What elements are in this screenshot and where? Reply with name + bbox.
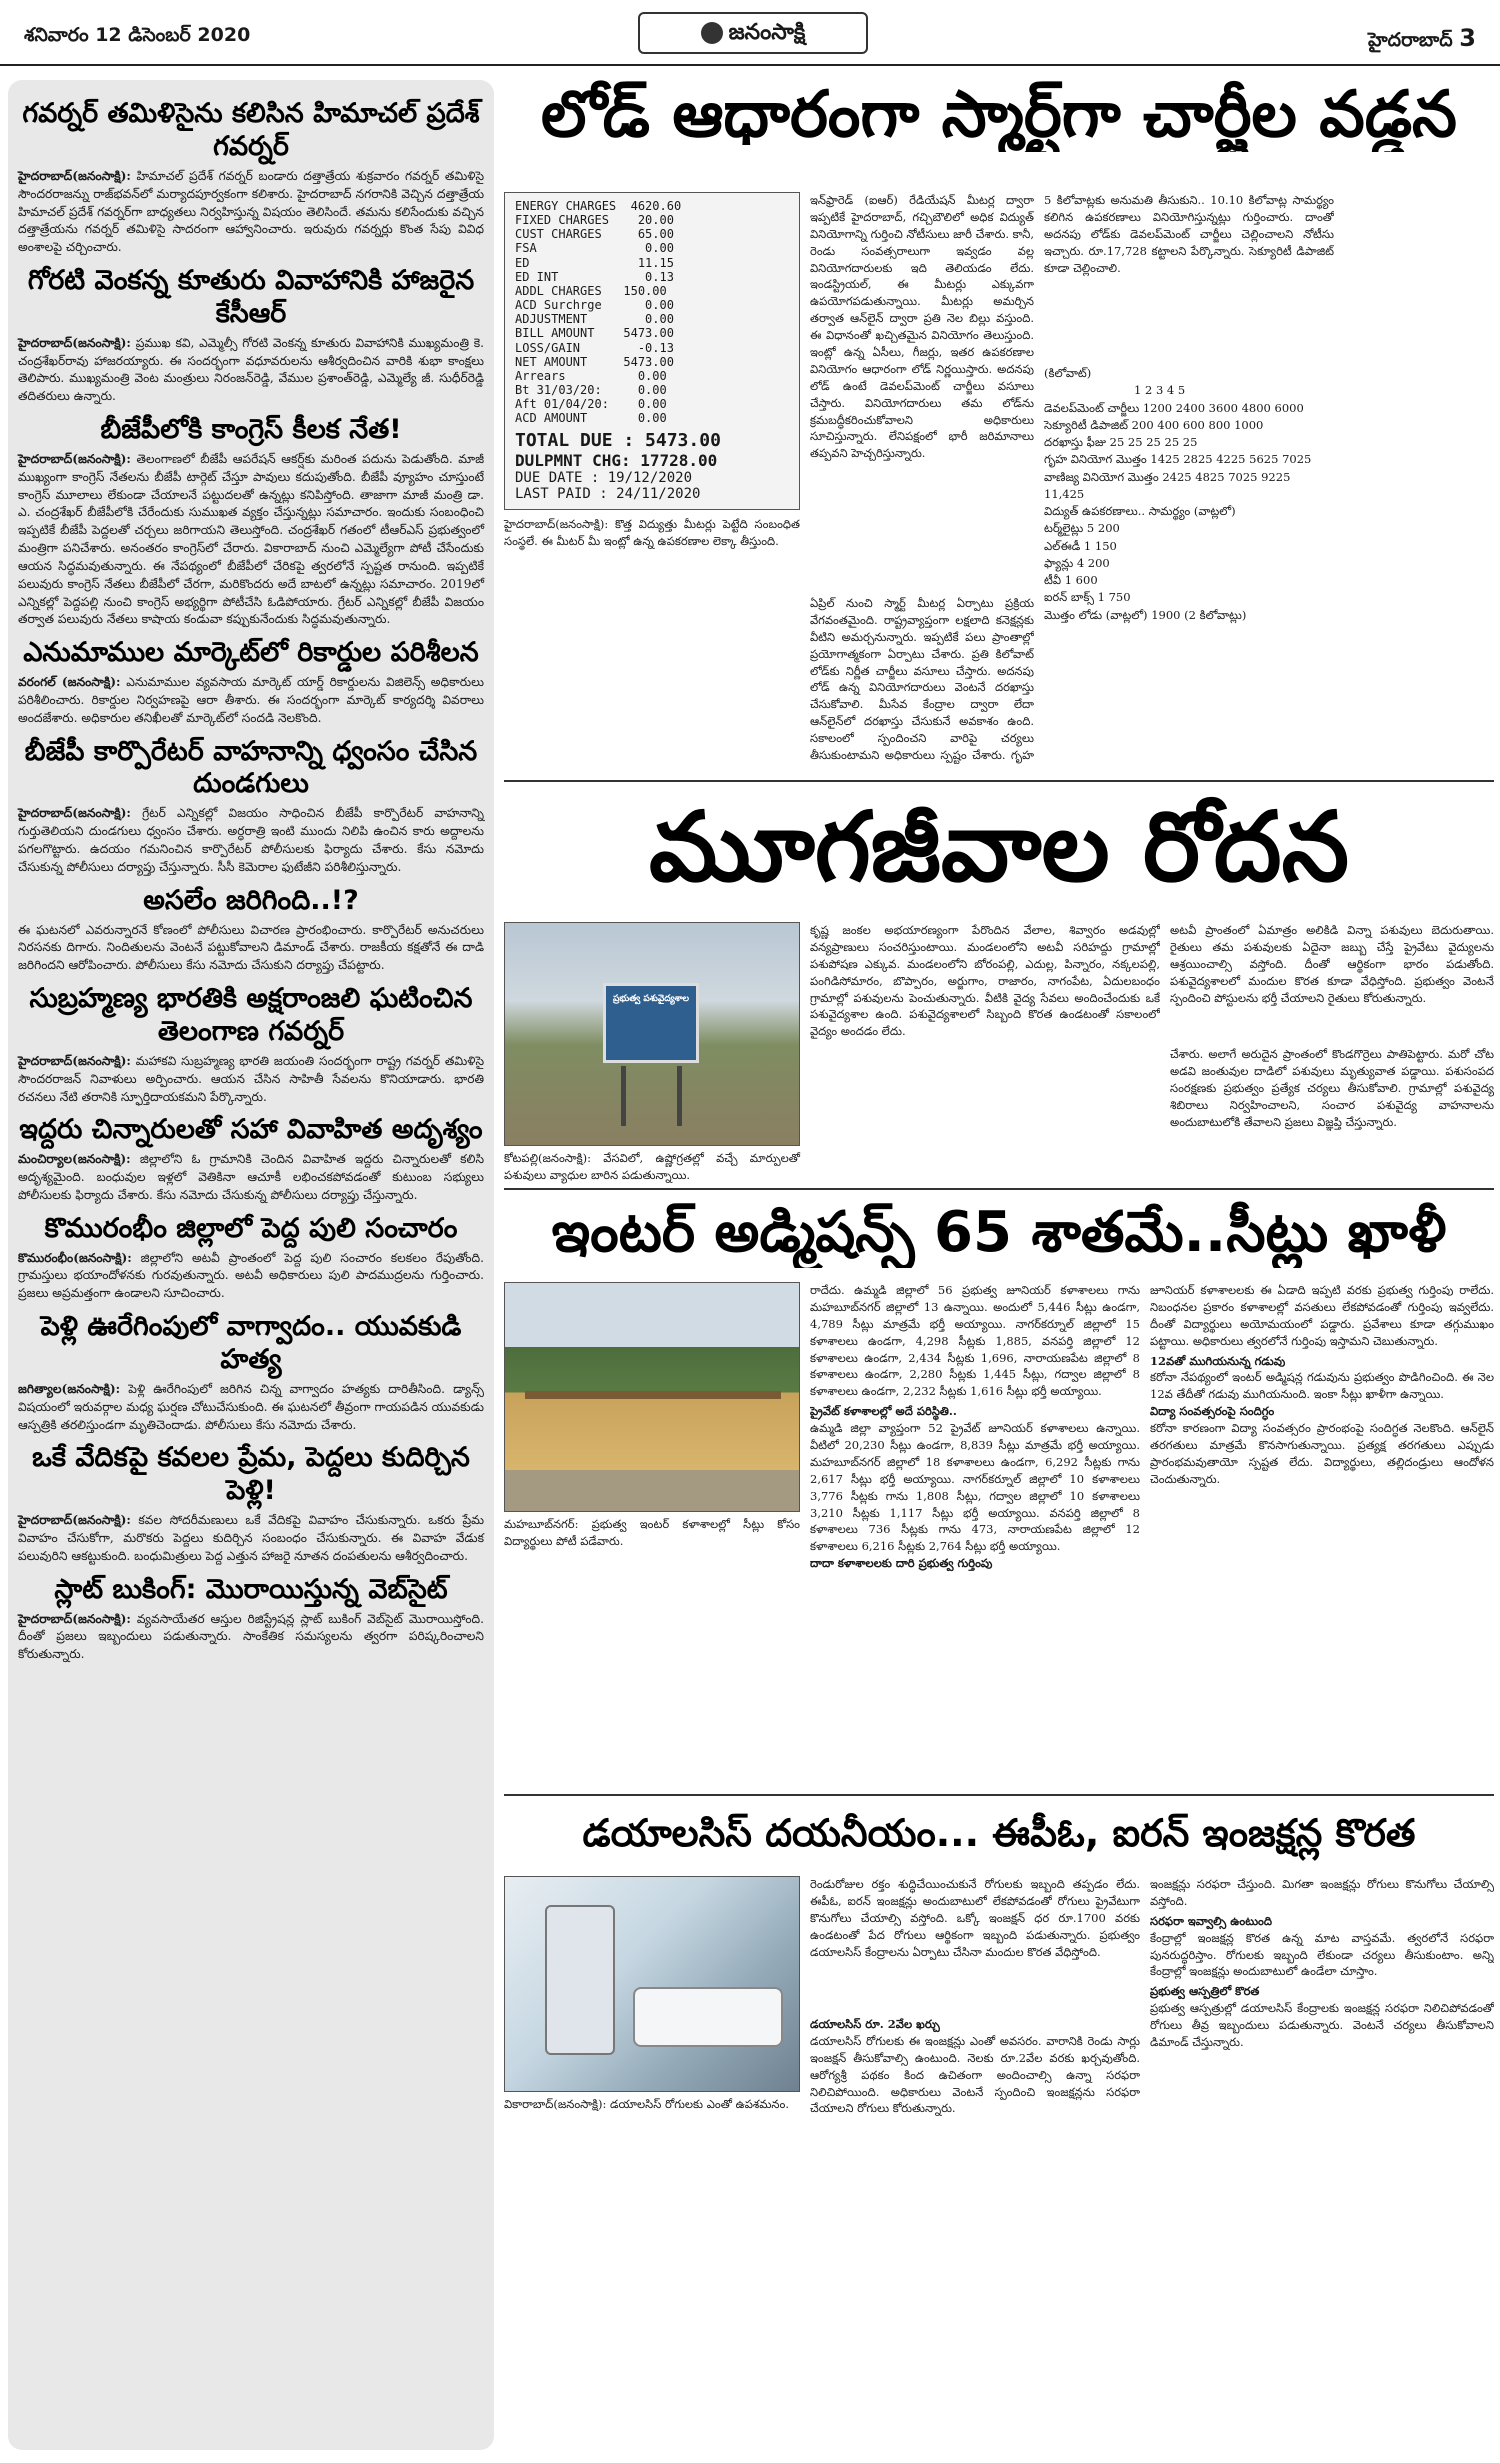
electricity-bill-photo bbox=[504, 192, 800, 510]
sidebar-text: గ్రేటర్ ఎన్నికల్లో విజయం సాధించిన బీజేపీ కార్పొరేటర్ వాహనాన్ని గుర్తుతెలియని దుండగులు ధ్వంసం చేశారు. అర్ధరాత్రి ఇంటి ముందు నిలిపి ఉంచిన కారు అద్దాలను పగలగొట్టారు. ఉదయం గమనించిన కార్పొరేటర్ పోలీసులకు ఫిర్యాదు చేశారు. కేసు నమోదు చేసుకున్న పోలీసులు దర్యాప్తు చేస్తున్నారు. సీసీ కెమెరాల ఫుటేజీని పరిశీలిస్తున్నారు. bbox=[18, 806, 484, 874]
sidebar-body bbox=[18, 451, 484, 629]
article-1-col-2: ఏప్రిల్ నుంచి స్మార్ట్ మీటర్ల ఏర్పాటు ప్రక్రియ వేగవంతమైంది. రాష్ట్రవ్యాప్తంగా లక్షలాది కనెక్షన్లకు వీటిని అమర్చనున్నారు. ఇప్పటికే పలు ప్రాంతాల్లో ప్రయోగాత్మకంగా ఏర్పాటు చేశారు. ప్రతి కిలోవాట్ లోడ్‌కు నిర్ణీత చార్జీలు వసూలు చేస్తారు. అదనపు లోడ్ ఉన్న వినియోగదారులు వెంటనే దరఖాస్తు చేసుకోవాలి. మీసేవ కేంద్రాల ద్వారా లేదా ఆన్‌లైన్‌లో దరఖాస్తు చేసుకునే అవకాశం ఉంది. సకాలంలో స్పందించని వారిపై చర్యలు తీసుకుంటామని అధికారులు స్పష్టం చేశారు. గృహ bbox=[810, 596, 1034, 763]
signboard-text: ప్రభుత్వ పశువైద్యశాల bbox=[612, 994, 690, 1004]
dateline: కొమురంభీం(జనంసాక్షి): bbox=[18, 1250, 132, 1265]
load-charges-table bbox=[1044, 365, 1334, 624]
subhead: దాదా కళాశాలలకు దారి ప్రభుత్వ గుర్తింపు bbox=[810, 1556, 993, 1571]
article-4-col-1: రెండురోజుల రక్తం శుద్ధిచేయించుకునే రోగులకు ఇబ్బంది తప్పడం లేదు. ఈపీఓ, ఐరన్ ఇంజక్షన్లు అందుబాటులో లేకపోవడంతో రోగులు ప్రైవేటుగా కొనుగోలు చేయాల్సి వస్తోంది. ఒక్కో ఇంజక్షన్ ధర రూ.1700 వరకు ఉండటంతో పేద రోగులు ఆర్థికంగా ఇబ్బంది పడుతున్నారు. ప్రభుత్వం డయాలసిస్ కేంద్రాలను ఏర్పాటు చేసినా మందుల కొరత వేధిస్తోంది. bbox=[810, 1877, 1140, 1959]
bill-line: CUST CHARGES 65.00 bbox=[515, 227, 674, 242]
subhead: డయాలసిస్ రూ. 2వేల ఖర్చు bbox=[810, 2017, 940, 2031]
sidebar-headline: ఇద్దరు చిన్నారులతో సహా వివాహిత అదృశ్యం bbox=[19, 1114, 483, 1146]
article-2-col-3: చేశారు. అలాగే అరుదైన ప్రాంతంలో కొండగొర్రెలు పాతిపెట్టారు. మరో చోట అడవి జంతువుల దాడిలో పశువులు మృత్యువాత పడ్డాయి. పశుసంపద సంరక్షణకు ప్రభుత్వం ప్రత్యేక చర్యలు తీసుకోవాలి. గ్రామాల్లో పశువైద్య శిబిరాలు నిర్వహించాలని, సంచార పశువైద్య వాహనాలను అందుబాటులోకి తేవాలని ప్రజలు విజ్ఞప్తి చేస్తున్నారు. bbox=[1170, 1047, 1494, 1129]
dateline: హైదరాబాద్(జనంసాక్షి): bbox=[18, 1611, 131, 1626]
table-row: ఫ్యాన్లు 4 200 bbox=[1044, 555, 1110, 570]
sidebar-headline: ఒకే వేదికపై కవలల ప్రేమ, పెద్దలు కుదిర్చిన పెళ్లి! bbox=[32, 1442, 470, 1507]
article-3-caption: మహబూబ్‌నగర్: ప్రభుత్వ ఇంటర్ కళాశాలల్లో సీట్లు కోసం విద్యార్థులు పోటీ పడేవారు. bbox=[504, 1517, 800, 1548]
subhead: ప్రభుత్వ ఆస్పత్రిలో కొరత bbox=[1150, 1984, 1260, 1999]
page-number: 3 bbox=[1459, 24, 1476, 52]
bill-lines bbox=[515, 199, 789, 426]
article-4-caption: వికారాబాద్(జనంసాక్షి): డయాలసిస్ రోగులకు ఎంతో ఉపశమనం. bbox=[504, 2097, 789, 2111]
bill-line: ADDL CHARGES 150.00 bbox=[515, 283, 667, 298]
table-row: వాణిజ్య వినియోగ మొత్తం 2425 4825 7025 9225 11,425 bbox=[1044, 469, 1291, 501]
table-row: డెవలప్‌మెంట్ చార్జీలు 1200 2400 3600 4800 6000 bbox=[1044, 400, 1304, 415]
bill-line: Aft 01/04/20: 0.00 bbox=[515, 397, 667, 412]
sidebar-body bbox=[18, 168, 484, 257]
sidebar-headline: స్లాట్ బుకింగ్: మొరాయిస్తున్న వెబ్‌సైట్ bbox=[54, 1573, 448, 1605]
article-1-col-3: 5 కిలోవాట్లకు అనుమతి తీసుకుని.. 10.10 కిలోవాట్ల సామర్థ్యం కలిగిన ఉపకరణాలు వినియోగిస్తున్నట్లు గుర్తించారు. దాంతో అదనపు లోడ్‌కు డెవలప్‌మెంట్ చార్జీలు చెల్లించాలని నోటీసు ఇచ్చారు. రూ.17,728 కట్టాలని పేర్కొన్నారు. సెక్యూరిటీ డిపాజిట్ కూడా చెల్లించాలి. bbox=[1044, 193, 1334, 275]
bill-line: NET AMOUNT 5473.00 bbox=[515, 354, 674, 369]
col-text: ప్రభుత్వ ఆస్పత్రుల్లో డయాలసిస్ కేంద్రాలకు ఇంజక్షన్ల సరఫరా నిలిచిపోవడంతో రోగులు తీవ్ర ఇబ్బందులు పడుతున్నారు. వెంటనే చర్యలు తీసుకోవాలని డిమాండ్ చేస్తున్నారు. bbox=[1150, 2001, 1494, 2050]
sidebar-text: కవల సోదరీమణులు ఒకే వేదికపై వివాహం చేసుకున్నారు. ఒకరు ప్రేమ వివాహం చేసుకోగా, మరొకరు పెద్దలు కుదిర్చిన సంబంధం చేసుకున్నారు. ఈ వివాహ వేడుక పలువురిని ఆకట్టుకుంది. బంధుమిత్రులు పెద్ద ఎత్తున హాజరై నూతన దంపతులను ఆశీర్వదించారు. bbox=[18, 1513, 484, 1563]
table-row: విద్యుత్ ఉపకరణాలు.. సామర్థ్యం (వాట్లలో) bbox=[1044, 504, 1236, 518]
article-3-headline: ఇంటర్ అడ్మిషన్స్ 65 శాతమే..సీట్లు ఖాళీ bbox=[551, 1200, 1447, 1265]
col-text: ఉమ్మడి జిల్లా వ్యాప్తంగా 52 ప్రైవేట్ జూనియర్ కళాశాలలు ఉన్నాయి. వీటిలో 20,230 సీట్లు ఉండగా, 8,839 సీట్లు మాత్రమే భర్తీ అయ్యాయి. మహబూబ్‌నగర్ జిల్లాలో 18 కళాశాలలు ఉండగా, 6,292 సీట్లకు గాను 2,617 సీట్లు భర్తీ అయ్యాయి. నాగర్‌కర్నూల్ జిల్లాలో 10 కళాశాలలు 3,776 సీట్లకు గాను 1,808 సీట్లు, గద్వాల జిల్లాలో 10 కళాశాలలు 3,210 సీట్లకు 1,117 సీట్లు భర్తీ అయ్యాయి. వనపర్తి జిల్లాలో 8 కళాశాలలు 736 సీట్లకు గాను 473, నారాయణపేట జిల్లాలో 12 కళాశాలలు 6,216 సీట్లకు 2,764 సీట్లు భర్తీ అయ్యాయి. bbox=[810, 1421, 1140, 1554]
bill-line: FSA 0.00 bbox=[515, 241, 674, 256]
col-text: కేంద్రాల్లో ఇంజక్షన్ల కొరత ఉన్న మాట వాస్తవమే. త్వరలోనే సరఫరా పునరుద్ధరిస్తాం. రోగులకు ఇబ్బంది లేకుండా చర్యలు తీసుకుంటాం. అన్ని కేంద్రాల్లో ఇంజక్షన్లు అందుబాటులో ఉండేలా చూస్తాం. bbox=[1150, 1930, 1494, 1979]
table-row: ఎల్ఈడీ 1 150 bbox=[1044, 538, 1117, 553]
city-name: హైదరాబాద్ bbox=[1368, 29, 1453, 51]
dateline: జగిత్యాల(జనంసాక్షి): bbox=[18, 1381, 121, 1396]
dateline: హైదరాబాద్(జనంసాక్షి): bbox=[18, 168, 131, 183]
edition-city bbox=[1368, 24, 1476, 56]
bill-line: LOSS/GAIN -0.13 bbox=[515, 340, 674, 355]
table-row: టీవీ 1 600 bbox=[1044, 573, 1098, 587]
patient-bed-icon bbox=[633, 1987, 783, 2047]
masthead bbox=[638, 12, 868, 54]
dateline: హైదరాబాద్(జనంసాక్షి): bbox=[18, 452, 131, 466]
sidebar-headline: బీజేపీలోకి కాంగ్రెస్ కీలక నేత! bbox=[100, 414, 402, 446]
issue-date: శనివారం 12 డిసెంబర్ 2020 bbox=[24, 24, 251, 46]
page-header bbox=[0, 0, 1500, 66]
dateline: హైదరాబాద్(జనంసాక్షి): bbox=[18, 1513, 131, 1528]
sidebar-text: ప్రముఖ కవి, ఎమ్మెల్సీ గోరటి వెంకన్న కూతురు వివాహానికి ముఖ్యమంత్రి కె. చంద్రశేఖర్‌రావు హాజరయ్యారు. ఈ సందర్భంగా వధూవరులను ఆశీర్వదించిన వారికి శుభా కాంక్షలు తెలిపారు. ముఖ్యమంత్రి వెంట మంత్రులు నిరంజన్‌రెడ్డి, వేముల ప్రశాంత్‌రెడ్డి, ఎమ్మెల్యే జీ. సుధీర్‌రెడ్డి తదితరులు ఉన్నారు. bbox=[18, 335, 484, 404]
article-2-col-2: అటవీ ప్రాంతంలో ఏమాత్రం అలికిడి విన్నా పశువులు బెదురుతాయి. రైతులు తమ పశువులకు ఏదైనా జబ్బు చేస్తే ప్రైవేటు వైద్యులను ఆశ్రయించాల్సి వస్తోంది. దీంతో ఆర్థికంగా భారం పడుతోంది. పశువైద్యశాలలో మందుల కొరత కూడా వేధిస్తోంది. ప్రభుత్వం వెంటనే స్పందించి పోస్టులను భర్తీ చేయాలని రైతులు కోరుతున్నారు. bbox=[1170, 923, 1494, 1005]
divider bbox=[504, 1188, 1494, 1190]
article-1-headline: లోడ్ ఆధారంగా స్మార్ట్‌గా చార్జీల వడ్డన bbox=[540, 80, 1457, 152]
article-1-caption: హైదరాబాద్(జనంసాక్షి): కొత్త విద్యుత్తు మీటర్లు పెట్టేది సంబంధిత సంస్థలే. ఈ మీటర్ మీ ఇంట్లో ఉన్న ఉపకరణాల లెక్కా తీస్తుంది. bbox=[504, 517, 800, 548]
bill-line: ACD Surchrge 0.00 bbox=[515, 298, 674, 313]
veterinary-hospital-photo bbox=[504, 922, 800, 1146]
masthead-logo-icon bbox=[701, 22, 723, 44]
article-4-col-1b bbox=[810, 2016, 1140, 2436]
bill-line: ENERGY CHARGES 4620.60 bbox=[515, 199, 682, 213]
sidebar-news-column bbox=[8, 80, 494, 2450]
signboard-post-icon bbox=[677, 1066, 682, 1126]
sidebar-headline: గోరటి వెంకన్న కూతురు వివాహానికి హాజరైన కేసీఆర్ bbox=[27, 264, 475, 329]
bill-last-paid: LAST PAID : 24/11/2020 bbox=[515, 485, 701, 502]
subhead: సరఫరా ఇవ్వాల్సి ఉంటుంది bbox=[1150, 1913, 1273, 1928]
table-row: గృహ వినియోగ మొత్తం 1425 2825 4225 5625 7025 bbox=[1044, 452, 1312, 467]
divider bbox=[504, 780, 1494, 782]
sidebar-body bbox=[18, 1381, 484, 1434]
sidebar-headline: పెళ్లి ఊరేగింపులో వాగ్వాదం.. యువకుడి హత్య bbox=[40, 1311, 462, 1375]
sidebar-text: తెలంగాణలో బీజేపీ ఆపరేషన్ ఆకర్ష్‌కు మరింత పదును పెడుతోంది. మాజీ ముఖ్యంగా కాంగ్రెస్ నేతలను బీజేపీ టార్గెట్ చేస్తూ పావులు కదుపుతోంది. బీజేపీ వ్యూహం చూస్తుంటే కాంగ్రెస్ మూలాలు లేకుండా చేయాలనే పట్టుదలతో ఉన్నట్లు కనిపిస్తోంది. తాజాగా మాజీ మంత్రి డా. ఎ. చంద్రశేఖర్ బీజేపీలోకి చేరేందుకు సుముఖత వ్యక్తం చేస్తున్నట్లు సమాచారం. ఇందుకు సంబంధించి ఇప్పటికే బీజేపీ పెద్దలతో చర్చలు జరిగాయని తెలుస్తోంది. చంద్రశేఖర్ గతంలో టీఆర్‌ఎస్ ప్రభుత్వంలో మంత్రిగా పనిచేశారు. అనంతరం కాంగ్రెస్‌లో చేరారు. వికారాబాద్ నుంచి ఎమ్మెల్యేగా పోటీ చేసేందుకు ఆయన సిద్ధమవుతున్నారు. ఈ నేపథ్యంలో బీజేపీలో చేరికపై త్వరలోనే స్పష్టత రానుంది. ఇప్పటికే పలువురు కాంగ్రెస్ నేతలు బీజేపీలో చేరగా, మరికొందరు అదే బాటలో ఉన్నట్లు సమాచారం. 2019లో ఎన్నికల్లో పెద్దపల్లి నుంచి కాంగ్రెస్ అభ్యర్థిగా పోటీచేసి ఓడిపోయారు. గ్రేటర్ ఎన్నికల్లో బీజేపీ విజయం తర్వాత పలువురు నేతలు కాషాయ కండువా కప్పుకునేందుకు సిద్ధమవుతున్నారు. bbox=[18, 452, 485, 627]
dateline: వరంగల్ (జనంసాక్షి): bbox=[18, 675, 121, 690]
article-2-col-1: కృష్ణ జంకల అభయారణ్యంగా పేరొందిన వేలాల, శివ్వారం అడవుల్లో వన్యప్రాణులు సంచరిస్తుంటాయి. మండలంలోని అటవీ సరిహద్దు గ్రామాల్లో పశుపోషణ ఎక్కువ. మండలంలోని బోరంపల్లి, ఎదుల్ల, పిన్నారం, నక్కలపల్లి, పంగిడిసోమారం, బొప్పారం, అర్జుగాం, రాజారం, నాగంపేట, ఏదులబంధం గ్రామాల్లో పశువులను పెంచుతున్నారు. వీటికి వైద్య సేవలు అందించేందుకు ఒకే పశువైద్యశాల ఉంది. పశువైద్యశాలలో సిబ్బంది కొరత ఉండటంతో సకాలంలో వైద్యం అందడం లేదు. bbox=[810, 923, 1160, 1039]
masthead-title: జనంసాక్షి bbox=[728, 20, 806, 45]
dateline: హైదరాబాద్(జనంసాక్షి): bbox=[18, 1053, 131, 1068]
dateline: హైదరాబాద్(జనంసాక్షి): bbox=[18, 806, 131, 821]
sidebar-body bbox=[18, 1512, 484, 1565]
sidebar-text: జిల్లాలోని అటవీ ప్రాంతంలో పెద్ద పులి సంచారం కలకలం రేపుతోంది. గ్రామస్తులు భయాందోళనకు గురవుతున్నారు. అటవీ అధికారులు పులి పాదముద్రలను గుర్తించారు. ప్రజలు అప్రమత్తంగా ఉండాలని సూచించారు. bbox=[18, 1250, 484, 1301]
sidebar-body bbox=[18, 1611, 484, 1664]
main-content bbox=[504, 80, 1494, 2450]
article-2-headline: మూగజీవాల రోదన bbox=[649, 792, 1349, 902]
sidebar-text: వ్యవసాయేతర ఆస్తుల రిజిస్ట్రేషన్ల స్లాట్ బుకింగ్ వెబ్‌సైట్ మొరాయిస్తోంది. దీంతో ప్రజలు ఇబ్బందులు పడుతున్నారు. సాంకేతిక సమస్యలను త్వరగా పరిష్కరించాలని కోరుతున్నారు. bbox=[18, 1611, 485, 1662]
dialysis-machine-icon bbox=[545, 1905, 615, 2055]
bill-total: TOTAL DUE : 5473.00 bbox=[515, 429, 721, 451]
table-row: టర్మ్‌లైట్లు 5 200 bbox=[1044, 521, 1120, 536]
article-3-col-2 bbox=[1150, 1282, 1494, 1608]
divider bbox=[504, 1794, 1494, 1796]
bill-line: Arrears 0.00 bbox=[515, 368, 667, 383]
table-title: (కిలోవాట్) bbox=[1044, 366, 1092, 380]
bill-line: ACD AMOUNT 0.00 bbox=[515, 411, 667, 426]
signboard-post-icon bbox=[621, 1066, 626, 1126]
sidebar-text: హిమాచల్ ప్రదేశ్ గవర్నర్ బండారు దత్తాత్రేయ శుక్రవారం గవర్నర్ తమిళిసై సౌందరరాజన్ను రాజ్‌భవన్‌లో మర్యాదపూర్వకంగా కలిశారు. హైదరాబాద్ నగరానికి వెచ్చిన దత్తాత్రేయ హిమాచల్ ప్రదేశ్ గవర్నర్‌గా బాధ్యతలు నిర్వహిస్తున్న విషయం తెలిసిందే. తమను కలిసేందుకు వచ్చిన దత్తాత్రేయను గవర్నర్ తమిళిసై సాదరంగా ఆహ్వానించారు. ఇరువురు గవర్నర్లు కొంత సేపు వివిధ అంశాలపై చర్చించారు. bbox=[18, 168, 484, 255]
bill-line: BILL AMOUNT 5473.00 bbox=[515, 326, 674, 341]
bill-line: ED INT 0.13 bbox=[515, 269, 674, 284]
hospital-signboard bbox=[603, 983, 699, 1063]
bill-dulpmnt: DULPMNT CHG: 17728.00 bbox=[515, 450, 718, 470]
sidebar-text: జిల్లాలోని ఓ గ్రామానికి చెందిన వివాహిత ఇద్దరు చిన్నారులతో కలిసి అదృశ్యమైంది. బంధువుల ఇళ్లలో వెతికినా ఆచూకీ లభించకపోవడంతో కుటుంబ సభ్యులు పోలీసులకు ఫిర్యాదు చేశారు. కేసు నమోదు చేసుకున్న పోలీసులు దర్యాప్తు చేస్తున్నారు. bbox=[18, 1152, 485, 1202]
article-3-col-1 bbox=[810, 1282, 1140, 1608]
col-text: కరోనా కారణంగా విద్యా సంవత్సరం ప్రారంభంపై సందిగ్ధత నెలకొంది. ఆన్‌లైన్ తరగతులు మాత్రమే కొనసాగుతున్నాయి. ప్రత్యక్ష తరగతులు ఎప్పుడు ప్రారంభమవుతాయో స్పష్టత లేదు. విద్యార్థులు, తల్లిదండ్రులు ఆందోళన చెందుతున్నారు. bbox=[1150, 1421, 1494, 1486]
dateline: మంచిర్యాల(జనంసాక్షి): bbox=[18, 1152, 131, 1167]
subhead: ప్రైవేట్ కళాశాలల్లో అదే పరిస్థితి.. bbox=[810, 1404, 957, 1419]
bill-line: ED 11.15 bbox=[515, 255, 674, 270]
subhead: విద్యా సంవత్సరంపై సందిగ్ధం bbox=[1150, 1404, 1275, 1419]
table-row: ఐరన్ బాక్స్ 1 750 bbox=[1044, 590, 1131, 605]
sidebar-body bbox=[18, 674, 484, 727]
article-4-col-2 bbox=[1150, 1876, 1494, 2436]
subhead: 12వతో ముగియనున్న గడువు bbox=[1150, 1353, 1286, 1368]
sidebar-text: మహాకవి సుబ్రహ్మణ్య భారతి జయంతి సందర్భంగా రాష్ట్ర గవర్నర్ తమిళిసై సౌందరరాజన్ నివాళులు అర్పించారు. ఆయన చేసిన సాహితీ సేవలను కొనియాడారు. భారతి రచనలు నేటి తరానికి స్ఫూర్తిదాయకమని పేర్కొన్నారు. bbox=[18, 1053, 485, 1104]
article-4-headline: డయాలసిస్ దయనీయం... ఈపీఓ, ఐరన్ ఇంజక్షన్ల కొరత bbox=[582, 1811, 1416, 1855]
sidebar-body bbox=[18, 805, 484, 876]
sidebar-text: ఎనుమాముల వ్యవసాయ మార్కెట్ యార్డ్ రికార్డులను విజిలెన్స్ అధికారులు పరిశీలించారు. రికార్డుల నిర్వహణపై ఆరా తీశారు. ఈ సందర్భంగా మార్కెట్ కార్యదర్శి వివరాలు అందజేశారు. అధికారుల తనిఖీలతో మార్కెట్‌లో సందడి నెలకొంది. bbox=[18, 675, 484, 725]
sidebar-headline: కొమురంభీం జిల్లాలో పెద్ద పులి సంచారం bbox=[44, 1212, 458, 1244]
sidebar-body bbox=[18, 1151, 484, 1204]
col-text: రాదేదు. ఉమ్మడి జిల్లాలో 56 ప్రభుత్వ జూనియర్ కళాశాలలు గాను మహబూబ్‌నగర్ జిల్లాలో 13 ఉన్నాయి. అందులో 5,446 సీట్లు ఉండగా, 4,789 సీట్లు మాత్రమే భర్తీ అయ్యాయి. నాగర్‌కర్నూల్ జిల్లాలో 15 కళాశాలలు ఉండగా, 4,298 సీట్లకు 1,885, వనపర్తి జిల్లాలో 12 కళాశాలలు ఉండగా, 2,434 సీట్లకు 1,696, నారాయణపేట జిల్లాలో 8 కళాశాలలు ఉండగా, 2,280 సీట్లకు 1,445 సీట్లు, గద్వాల జిల్లాలో 8 కళాశాలలు ఉండగా, 2,232 సీట్లకు 1,616 సీట్లు భర్తీ అయ్యాయి. bbox=[810, 1283, 1140, 1399]
college-building-icon bbox=[525, 1391, 781, 1473]
table-row: మొత్తం లోడు (వాట్లలో) 1900 (2 కిలోవాట్లు) bbox=[1044, 607, 1247, 622]
sidebar-headline: అసలేం జరిగింది..!? bbox=[143, 884, 359, 916]
bill-line: Bt 31/03/20: 0.00 bbox=[515, 383, 667, 398]
article-1-col-1: ఇన్‌ఫ్రారెడ్ (ఐఆర్) రేడియేషన్ మీటర్ల ద్వారా ఇప్పటికే హైదరాబాద్, గచ్చిబౌలిలో అధిక విద్యుత్ వినియోగాన్ని గుర్తించి నోటీసులు జారీ చేశారు. కానీ, రెండు సంవత్సరాలుగా ఇవ్వడం వల్ల వినియోగదారులకు ఇది తెలియడం లేదు. ఇండస్ట్రియల్, ఈ మీటర్లు ఎక్కువగా ఉపయోగపడుతున్నాయి. మీటర్లు అమర్చిన తర్వాత ఆన్‌లైన్ ద్వారా ప్రతి నెల బిల్లు వస్తుంది. ఈ విధానంతో ఖచ్చితమైన వినియోగం తెలుస్తుంది. ఇంట్లో ఉన్న ఏసీలు, గీజర్లు, ఇతర ఉపకరణాల వినియోగం ఆధారంగా లోడ్ నిర్ణయిస్తారు. అదనపు లోడ్ ఉంటే డెవలప్‌మెంట్ చార్జీలు వసూలు చేస్తారు. వినియోగదారులు తమ లోడ్‌ను క్రమబద్ధీకరించుకోవాలని అధికారులు సూచిస్తున్నారు. లేనిపక్షంలో భారీ జరిమానాలు తప్పవని హెచ్చరిస్తున్నారు. bbox=[810, 193, 1034, 461]
article-2-caption: కోటపల్లి(జనంసాక్షి): వేసవిలో, ఉష్ణోగ్రతల్లో వచ్చే మార్పులతో పశువులు వ్యాధుల బారిన పడుతున్నాయి. bbox=[504, 1151, 800, 1182]
bill-line: FIXED CHARGES 20.00 bbox=[515, 213, 674, 228]
table-cols: 1 2 3 4 5 bbox=[1134, 383, 1186, 398]
table-row: సెక్యూరిటీ డిపాజిట్ 200 400 600 800 1000 bbox=[1044, 417, 1264, 432]
sidebar-body bbox=[18, 1250, 484, 1303]
col-text: కరోనా నేపథ్యంలో ఇంటర్ అడ్మిషన్ల గడువును ప్రభుత్వం పొడిగించింది. ఈ నెల 12వ తేదీతో గడువు ముగియనుంది. ఇంకా సీట్లు ఖాళీగా ఉన్నాయి. bbox=[1150, 1370, 1494, 1402]
dialysis-photo bbox=[504, 1876, 800, 2092]
sidebar-text: పెళ్లి ఊరేగింపులో జరిగిన చిన్న వాగ్వాదం హత్యకు దారితీసింది. డ్యాన్స్ విషయంలో ఇరువర్గాల మధ్య ఘర్షణ చోటుచేసుకుంది. ఈ ఘటనలో తీవ్రంగా గాయపడిన యువకుడు ఆస్పత్రికి తరలిస్తుండగా మృతిచెందాడు. పోలీసులు కేసు నమోదు చేశారు. bbox=[18, 1381, 484, 1432]
col-text: జూనియర్ కళాశాలలకు ఈ ఏడాది ఇప్పటి వరకు ప్రభుత్వ గుర్తింపు రాలేదు. నిబంధనల ప్రకారం కళాశాలల్లో వసతులు లేకపోవడంతో గుర్తింపు ఇవ్వలేదు. దీంతో విద్యార్థులు అయోమయంలో పడ్డారు. ప్రవేశాలు కూడా తగ్గుముఖం పట్టాయి. అధికారులు త్వరలోనే గుర్తింపు ఇస్తామని చెబుతున్నారు. bbox=[1150, 1283, 1494, 1348]
dateline: హైదరాబాద్(జనంసాక్షి): bbox=[18, 335, 131, 350]
sidebar-headline: సుబ్రహ్మణ్య భారతికి అక్షరాంజలి ఘటించిన తెలంగాణ గవర్నర్ bbox=[29, 983, 473, 1047]
col-text: డయాలసిస్ రోగులకు ఈ ఇంజక్షన్లు ఎంతో అవసరం. వారానికి రెండు సార్లు ఇంజక్షన్ తీసుకోవాల్సి ఉంటుంది. నెలకు రూ.2వేల వరకు ఖర్చవుతోంది. ఆరోగ్యశ్రీ పథకం కింద ఉచితంగా అందించాల్సి ఉన్నా సరఫరా నిలిచిపోయింది. అధికారులు వెంటనే స్పందించి ఇంజక్షన్లను సరఫరా చేయాలని రోగులు కోరుతున్నారు. bbox=[810, 2033, 1140, 2116]
bill-line: ADJUSTMENT 0.00 bbox=[515, 312, 674, 327]
table-row: దరఖాస్తు ఫీజు 25 25 25 25 25 bbox=[1044, 435, 1198, 449]
sidebar-headline: ఎనుమాముల మార్కెట్‌లో రికార్డుల పరిశీలన bbox=[23, 637, 479, 669]
sidebar-body bbox=[18, 922, 484, 975]
sidebar-headline: గవర్నర్ తమిళిసైను కలిసిన హిమాచల్ ప్రదేశ్ గవర్నర్ bbox=[22, 98, 480, 162]
col-text: ఇంజక్షన్లు సరఫరా చేస్తుంది. మిగతా ఇంజక్షన్లు రోగులు కొనుగోలు చేయాల్సి వస్తోంది. bbox=[1150, 1877, 1494, 1908]
sidebar-text: ఈ ఘటనలో ఎవరున్నారనే కోణంలో పోలీసులు విచారణ ప్రారంభించారు. కార్పొరేటర్ అనుచరులు నిరసనకు దిగారు. నిందితులను వెంటనే పట్టుకోవాలని డిమాండ్ చేశారు. రాజకీయ కక్షతోనే ఈ దాడి జరిగిందని ఆరోపించారు. పోలీసులు కేసు నమోదు చేసుకుని దర్యాప్తు చేపట్టారు. bbox=[18, 922, 484, 973]
sidebar-body bbox=[18, 335, 484, 406]
sidebar-body bbox=[18, 1053, 484, 1106]
bill-due-date: DUE DATE : 19/12/2020 bbox=[515, 469, 693, 486]
sidebar-headline: బీజేపీ కార్పొరేటర్ వాహనాన్ని ధ్వంసం చేసిన దుండగులు bbox=[24, 735, 478, 800]
junior-college-photo bbox=[504, 1282, 800, 1512]
